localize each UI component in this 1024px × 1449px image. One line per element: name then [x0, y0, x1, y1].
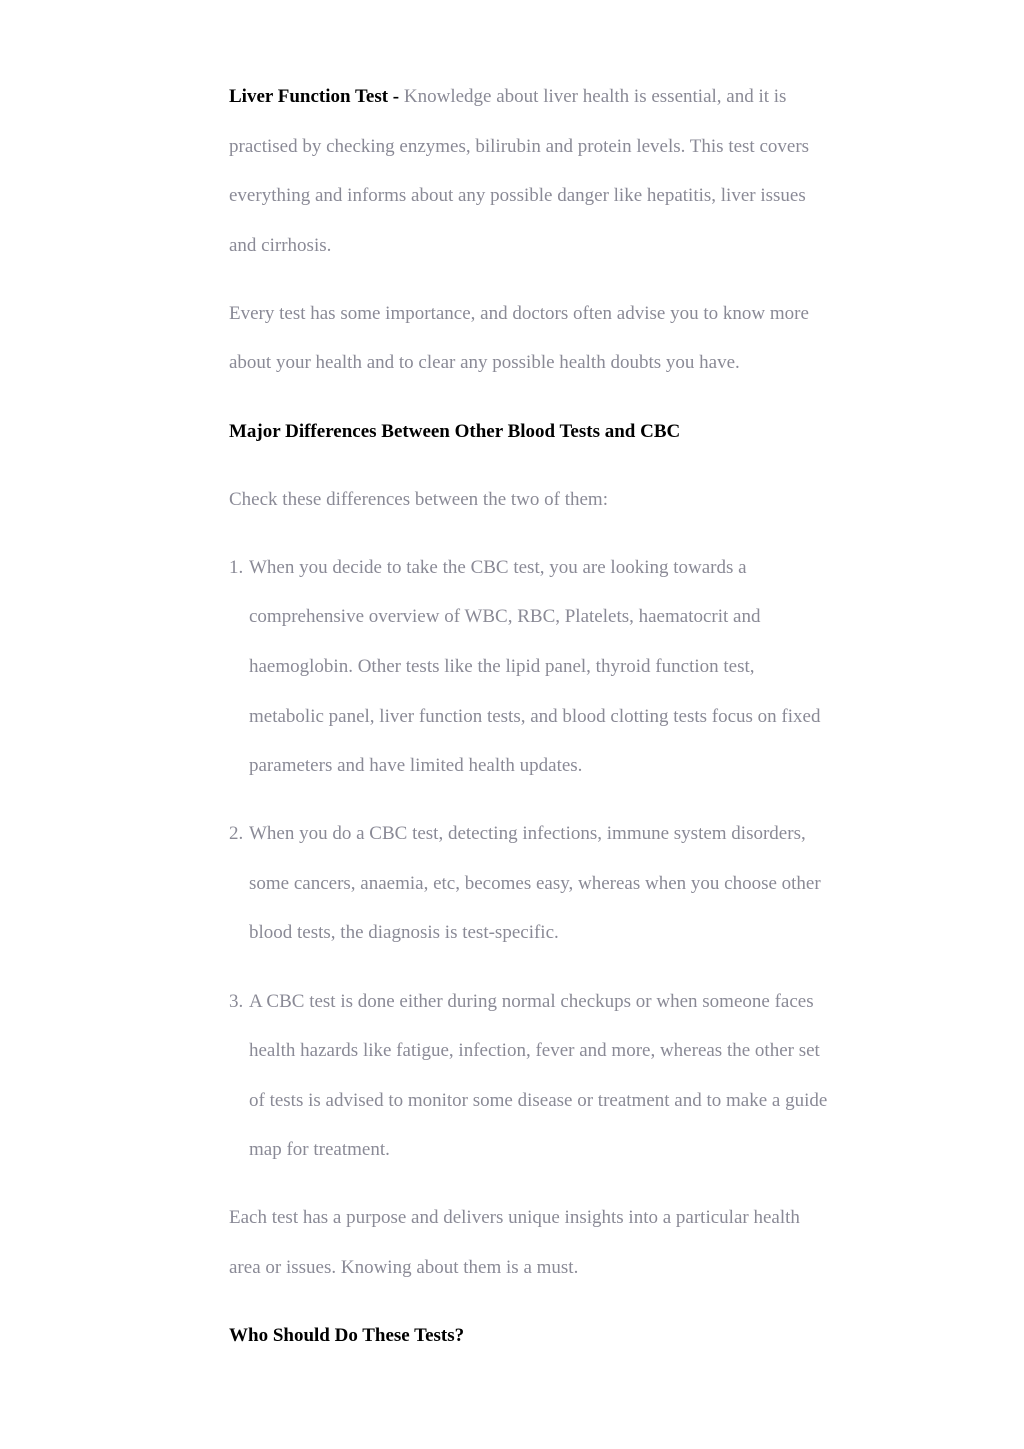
list-item-number: 1.	[229, 556, 244, 578]
differences-heading: Major Differences Between Other Blood Tests and CBC	[229, 420, 681, 442]
closing-paragraph: Each test has a purpose and delivers unique insights into a particular health area or issues. Knowing about them is a must.	[229, 1207, 800, 1278]
document-page	[229, 72, 829, 1379]
list-item-text: A CBC test is done either during normal checkups or when someone faces health hazards like fatigue, infection, fever and more, whereas the other set of tests is advised to monitor some disease or treatment and to make a guide map for treatment.	[249, 990, 828, 1161]
differences-list	[229, 543, 829, 1175]
list-item	[229, 809, 829, 958]
liver-function-label: Liver Function Test -	[229, 86, 400, 107]
differences-lead: Check these differences between the two of them:	[229, 488, 608, 510]
list-item-number: 2.	[229, 823, 244, 845]
list-item	[229, 543, 829, 791]
list-item-text: When you decide to take the CBC test, you are looking towards a comprehensive overview of WBC, RBC, Platelets, haematocrit and haemoglobin. Other tests like the lipid panel, thyroid function test, metabolic panel, liver function tests, and blood clotting tests focus on fixed parameters and have limited health updates.	[249, 556, 821, 777]
liver-function-text: Knowledge about liver health is essential, and it is practised by checking enzymes, bilirubin and protein levels. This test covers everything and informs about any possible danger like hepatitis, liver issues and cirrhosis.	[229, 86, 810, 256]
list-item-text: When you do a CBC test, detecting infections, immune system disorders, some cancers, anaemia, etc, becomes easy, whereas when you choose other blood tests, the diagnosis is test-specific.	[249, 823, 821, 944]
importance-paragraph: Every test has some importance, and doctors often advise you to know more about your health and to clear any possible health doubts you have.	[229, 302, 809, 374]
list-item-number: 3.	[229, 990, 244, 1012]
who-heading: Who Should Do These Tests?	[229, 1325, 465, 1347]
liver-function-paragraph	[229, 72, 829, 270]
list-item	[229, 977, 829, 1175]
